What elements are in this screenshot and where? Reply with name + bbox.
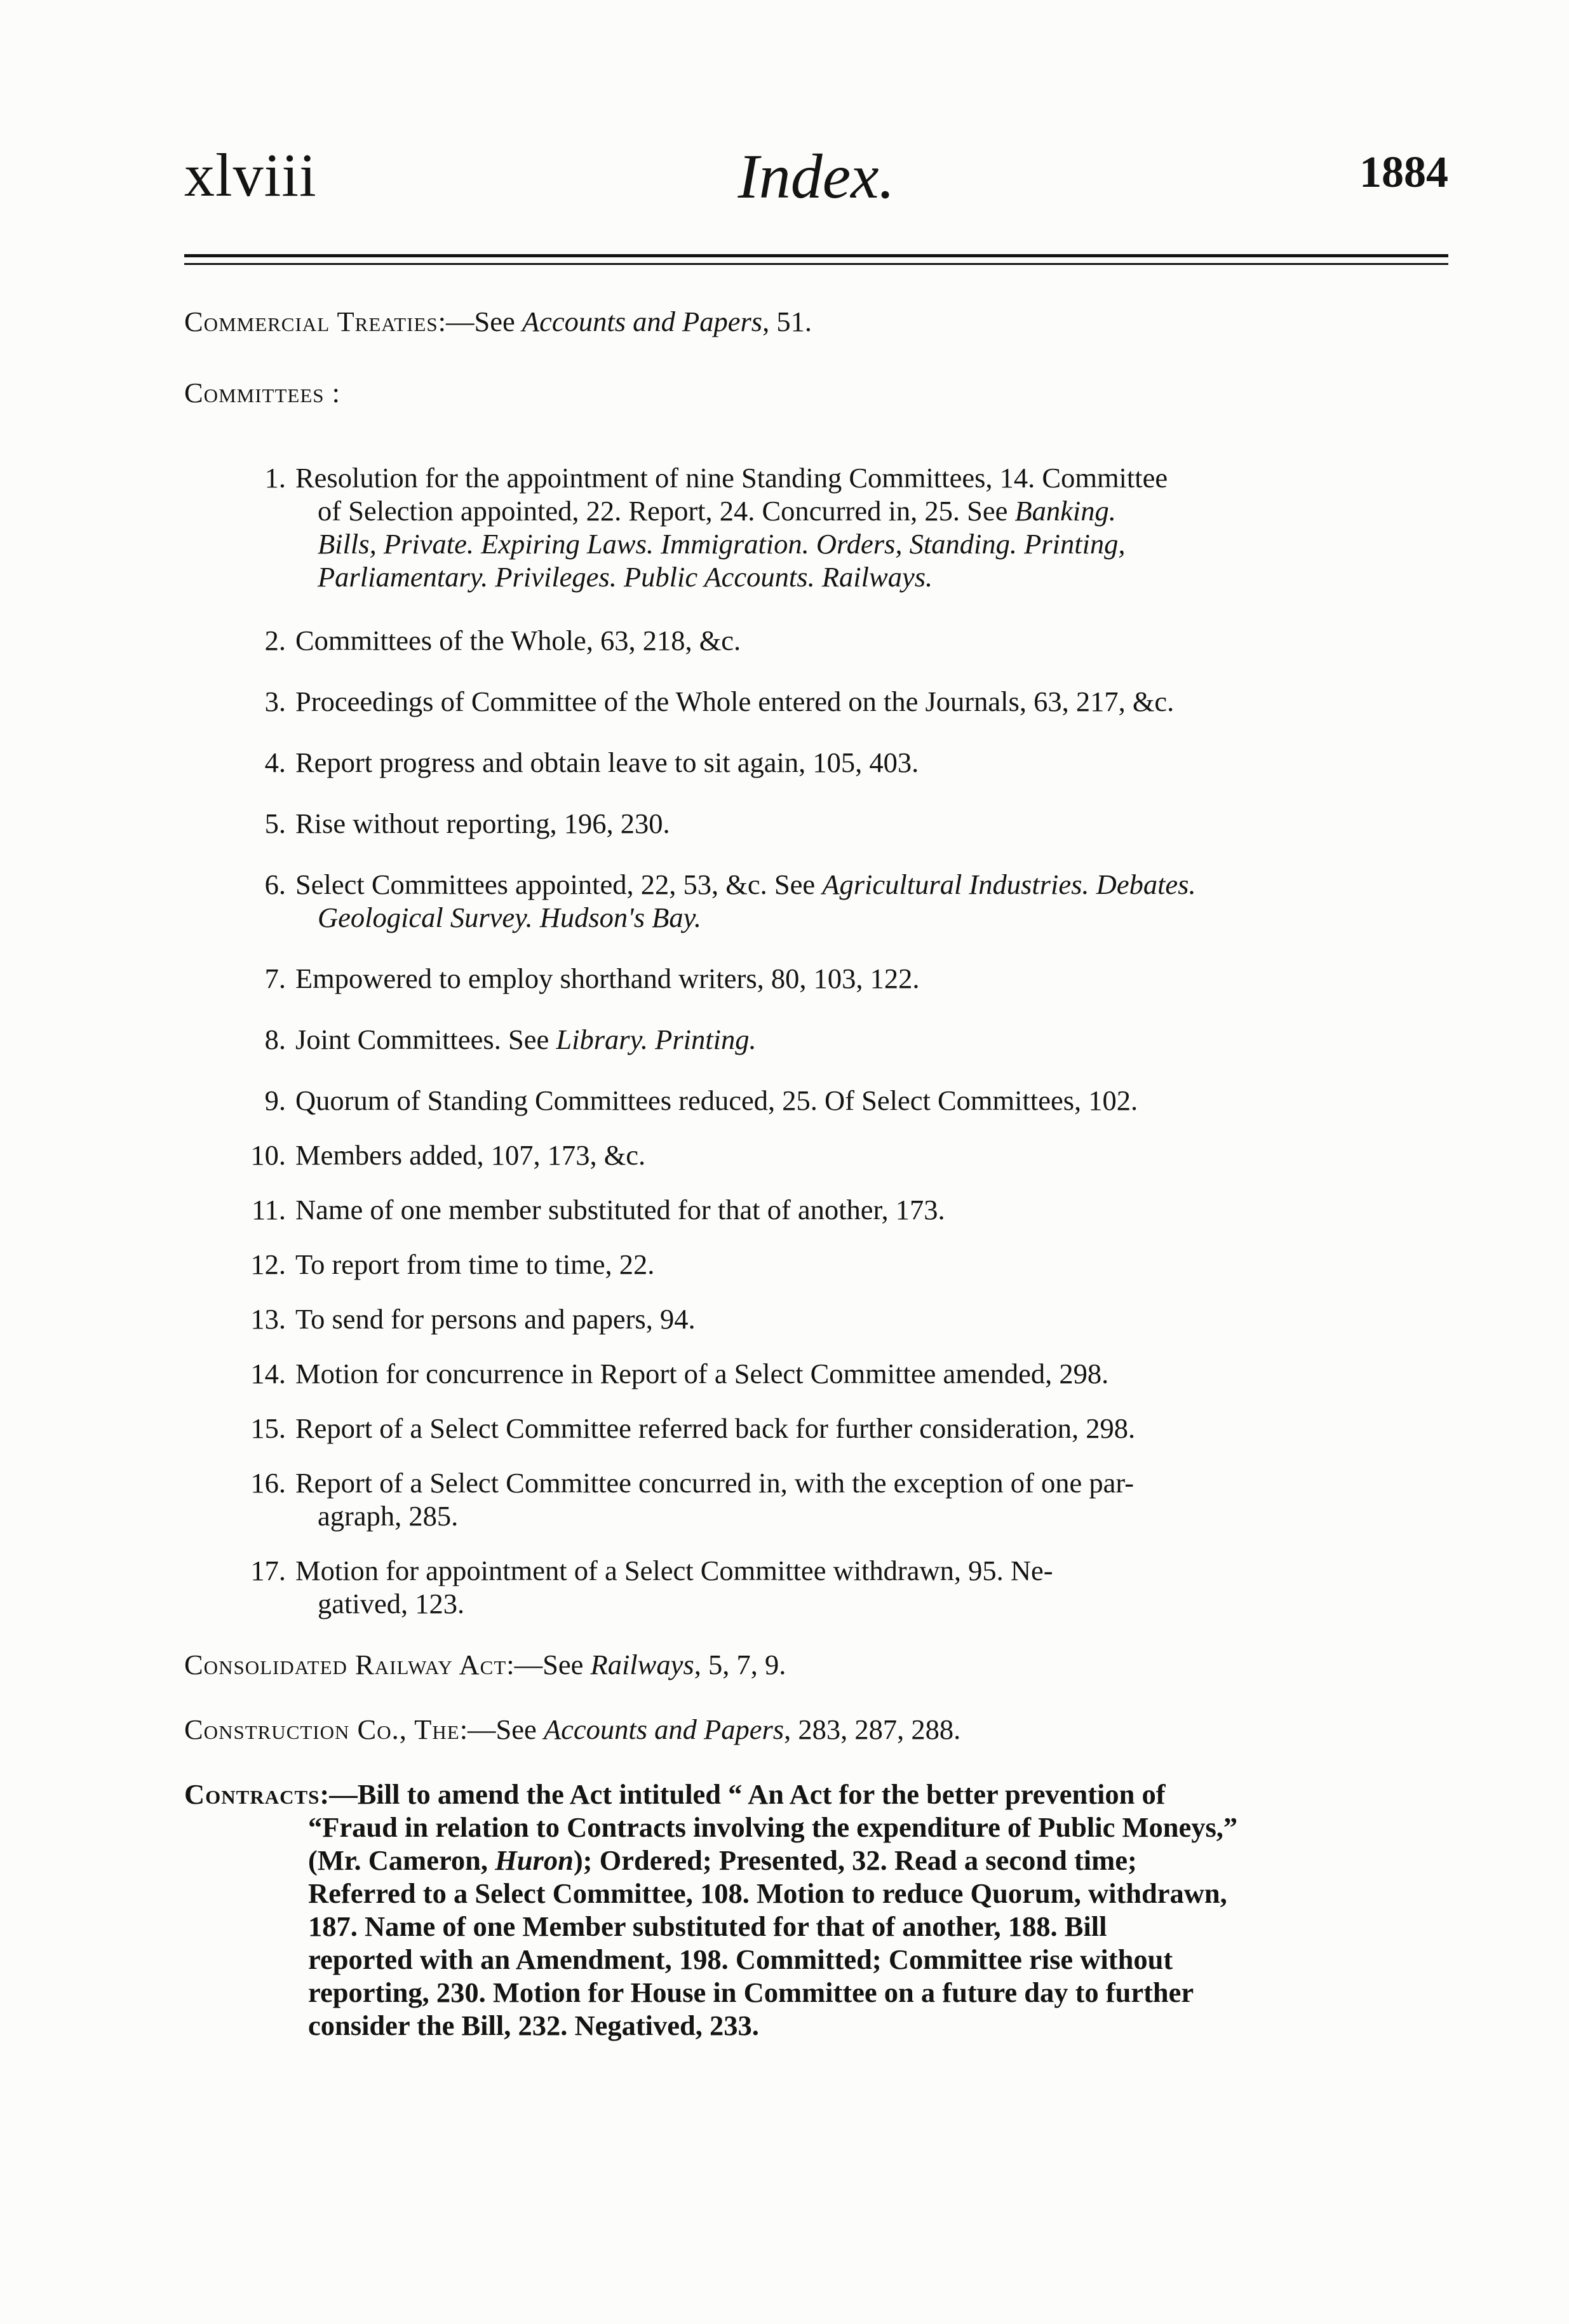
- entry-heading: Contracts: [184, 1778, 320, 1810]
- committee-item-10: 10. Members added, 107, 173, &c.: [250, 1139, 646, 1171]
- committee-item-1: 1. Resolution for the appointment of nine Standing Committees, 14. Committee of Selection appointed, 22. Report, 24. Concurred in, 25. See Banking. Bills, Private. Expiring Laws. Immigration. Orders, Standing. Printing, Parliamentary. Privileges. Public Accounts. Railways.: [264, 462, 1168, 593]
- committee-item-17: 17. Motion for appointment of a Select Committee withdrawn, 95. Ne- gatived, 123.: [250, 1555, 1053, 1619]
- committee-item-3: 3. Proceedings of Committee of the Whole entered on the Journals, 63, 217, &c.: [264, 686, 1175, 717]
- committee-item-14: 14. Motion for concurrence in Report of a Select Committee amended, 298.: [250, 1358, 1109, 1389]
- cross-reference: Accounts and Papers: [522, 306, 763, 337]
- committees-list: [184, 461, 1448, 1620]
- header-rule-thin: [184, 263, 1448, 265]
- committee-item-2: 2. Committees of the Whole, 63, 218, &c.: [264, 625, 741, 656]
- committee-item-4: 4. Report progress and obtain leave to sit again, 105, 403.: [264, 747, 919, 778]
- page-year: 1884: [1359, 148, 1448, 197]
- cross-reference: Accounts and Papers: [543, 1713, 784, 1745]
- committee-item-12: 12. To report from time to time, 22.: [250, 1248, 655, 1280]
- committee-item-16: 16. Report of a Select Committee concurred in, with the exception of one par- agraph, 285.: [250, 1467, 1135, 1532]
- header-rule-thick: [184, 254, 1448, 257]
- index-body: [184, 305, 1448, 2042]
- committee-item-8: 8. Joint Committees. See Library. Printing.: [264, 1024, 757, 1055]
- page-header: [184, 140, 1448, 222]
- entry-heading: Construction Co., The: [184, 1713, 460, 1745]
- page-number: xlviii: [184, 141, 317, 209]
- committee-item-7: 7. Empowered to employ shorthand writers, 80, 103, 122.: [264, 963, 920, 994]
- committee-item-15: 15. Report of a Select Committee referred back for further consideration, 298.: [250, 1412, 1136, 1444]
- entry-construction-co: Construction Co., The:—See Accounts and Papers, 283, 287, 288.: [184, 1713, 961, 1745]
- committee-item-13: 13. To send for persons and papers, 94.: [250, 1303, 696, 1335]
- entry-heading: Commercial Treaties: [184, 306, 438, 337]
- entry-consolidated-railway-act: Consolidated Railway Act:—See Railways, 5, 7, 9.: [184, 1649, 786, 1680]
- cross-reference: Railways: [590, 1649, 694, 1680]
- page-title: Index.: [737, 141, 895, 212]
- committee-item-5: 5. Rise without reporting, 196, 230.: [264, 807, 670, 839]
- entry-committees-heading: Committees :: [184, 377, 340, 409]
- entry-heading: Consolidated Railway Act: [184, 1649, 507, 1680]
- committee-item-6: 6. Select Committees appointed, 22, 53, &c. See Agricultural Industries. Debates. Geological Survey. Hudson's Bay.: [264, 868, 1196, 933]
- committee-item-11: 11. Name of one member substituted for that of another, 173.: [252, 1194, 945, 1226]
- entry-contracts: Contracts:—Bill to amend the Act intituled “ An Act for the better prevention of “Fraud in relation to Contracts involving the expenditure of Public Moneys,” (Mr. Cameron, Huron); Ordered; Presented, 32. Read a second time; Referred to a Select Committee, 108. Motion to reduce Quorum, withdrawn, 187. Name of one Member substituted for that of another, 188. Bill reported with an Amendment, 198. Committed; Committee rise without reporting, 230. Motion for House in Committee on a future day to further consider the Bill, 232. Negatived, 233.: [184, 1778, 1238, 2041]
- entry-commercial-treaties: Commercial Treaties:—See Accounts and Papers, 51.: [184, 306, 812, 337]
- committee-item-9: 9. Quorum of Standing Committees reduced, 25. Of Select Committees, 102.: [264, 1084, 1138, 1116]
